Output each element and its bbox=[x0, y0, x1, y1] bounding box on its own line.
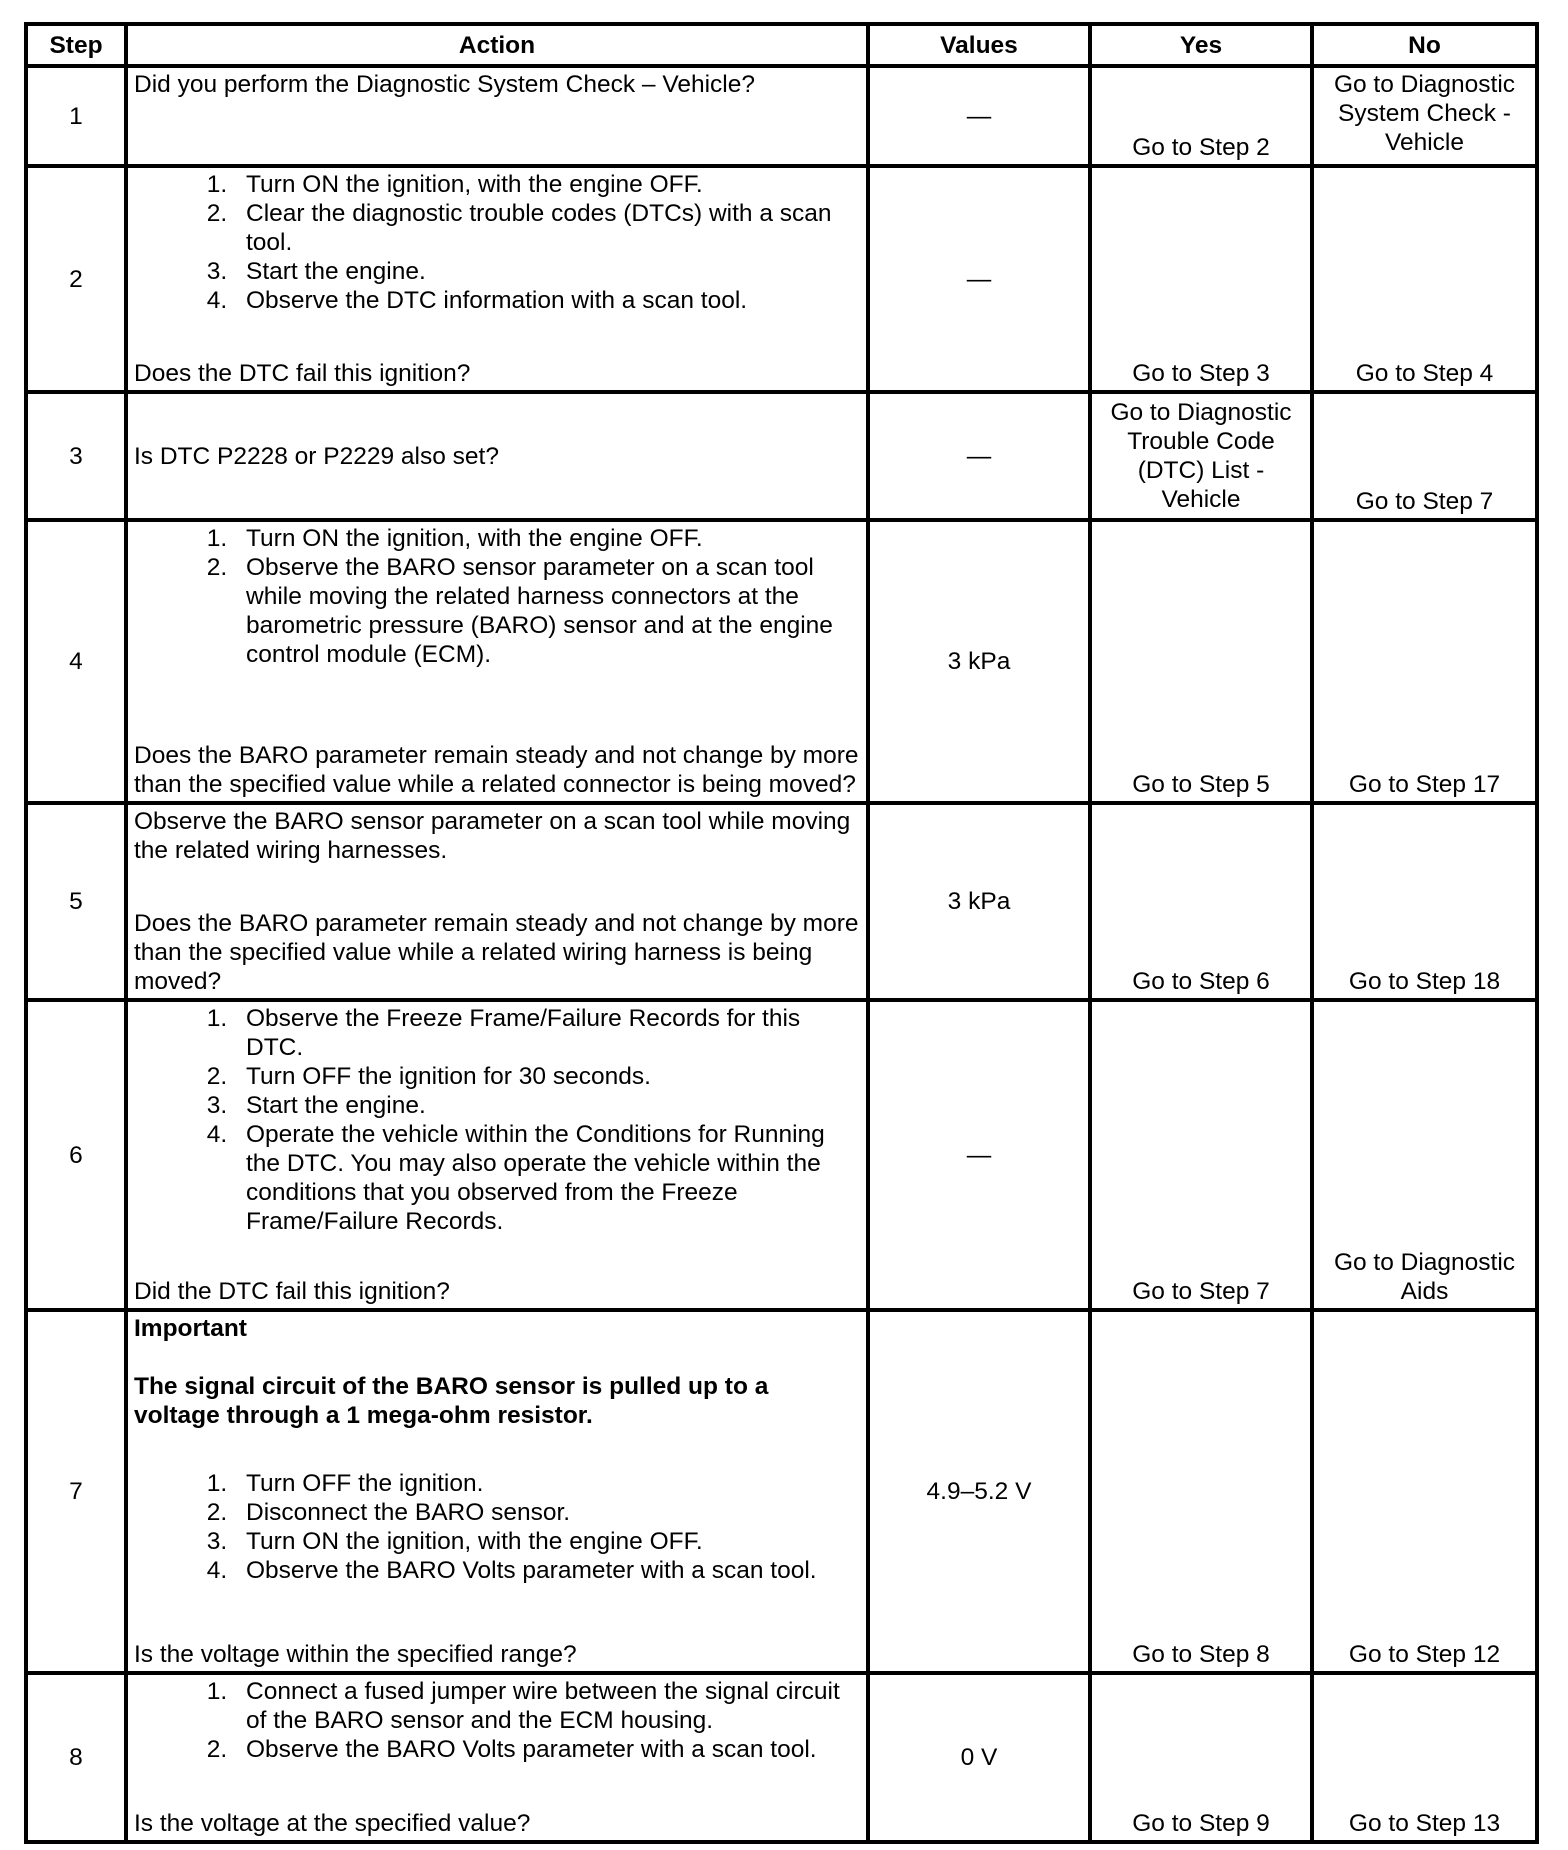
no-cell: Go to Step 4 bbox=[1312, 166, 1537, 392]
table-row bbox=[26, 392, 1537, 520]
value-cell: — bbox=[868, 1000, 1090, 1311]
header-action: Action bbox=[126, 24, 868, 66]
yes-cell: Go to Step 6 bbox=[1090, 803, 1312, 1000]
procedure-list bbox=[134, 1677, 860, 1764]
action-cell bbox=[126, 392, 868, 520]
header-values: Values bbox=[868, 24, 1090, 66]
action-question: Does the BARO parameter remain steady and not change by more than the specified value while a related wiring harness is being moved? bbox=[134, 909, 859, 995]
action-question: Is the voltage within the specified range? bbox=[134, 1641, 577, 1669]
procedure-step: 2. Observe the BARO Volts parameter with a scan tool. bbox=[234, 1735, 860, 1764]
procedure-step: 3. Start the engine. bbox=[234, 257, 860, 286]
table-row bbox=[26, 166, 1537, 392]
procedure-step: 2. Observe the BARO sensor parameter on a scan tool while moving the related harness connectors at the barometric pressure (BARO) sensor and at the engine control module (ECM). bbox=[234, 553, 860, 669]
step-number: 1 bbox=[26, 66, 126, 166]
action-cell bbox=[126, 520, 868, 803]
action-cell bbox=[126, 1000, 868, 1311]
procedure-step: 4. Observe the DTC information with a scan tool. bbox=[234, 286, 860, 315]
action-cell bbox=[126, 803, 868, 1000]
table-row bbox=[26, 803, 1537, 1000]
procedure-step: 2. Clear the diagnostic trouble codes (DTCs) with a scan tool. bbox=[234, 199, 860, 257]
procedure-list bbox=[134, 1469, 860, 1585]
procedure-list bbox=[134, 524, 860, 669]
action-question: Is DTC P2228 or P2229 also set? bbox=[134, 442, 499, 470]
yes-cell: Go to Step 2 bbox=[1090, 66, 1312, 166]
header-row bbox=[26, 24, 1537, 66]
procedure-step: 1. Connect a fused jumper wire between the signal circuit of the BARO sensor and the ECM housing. bbox=[234, 1677, 860, 1735]
value-cell: — bbox=[868, 166, 1090, 392]
procedure-list bbox=[134, 1004, 860, 1236]
yes-cell: Go to Step 5 bbox=[1090, 520, 1312, 803]
important-text: The signal circuit of the BARO sensor is pulled up to a voltage through a 1 mega-ohm resistor. bbox=[134, 1373, 769, 1430]
action-intro: Observe the BARO sensor parameter on a scan tool while moving the related wiring harnesses. bbox=[134, 808, 851, 865]
no-cell: Go to Diagnostic Aids bbox=[1312, 1000, 1537, 1311]
no-cell: Go to Step 17 bbox=[1312, 520, 1537, 803]
action-question: Does the DTC fail this ignition? bbox=[134, 359, 471, 387]
action-question: Is the voltage at the specified value? bbox=[134, 1810, 531, 1837]
table-row bbox=[26, 66, 1537, 166]
value-cell: 4.9–5.2 V bbox=[868, 1310, 1090, 1673]
procedure-step: 1. Turn ON the ignition, with the engine OFF. bbox=[234, 524, 860, 553]
value-cell: 3 kPa bbox=[868, 520, 1090, 803]
procedure-step: 4. Operate the vehicle within the Conditions for Running the DTC. You may also operate the vehicle within the conditions that you observed from the Freeze Frame/Failure Records. bbox=[234, 1120, 860, 1236]
table-row bbox=[26, 520, 1537, 803]
important-title: Important bbox=[134, 1315, 247, 1343]
header-yes: Yes bbox=[1090, 24, 1312, 66]
procedure-step: 1. Turn OFF the ignition. bbox=[234, 1469, 860, 1498]
procedure-list bbox=[134, 170, 860, 315]
table-row bbox=[26, 1310, 1537, 1673]
procedure-step: 2. Turn OFF the ignition for 30 seconds. bbox=[234, 1062, 860, 1091]
action-cell bbox=[126, 1310, 868, 1673]
procedure-step: 1. Observe the Freeze Frame/Failure Records for this DTC. bbox=[234, 1004, 860, 1062]
value-cell: 0 V bbox=[868, 1673, 1090, 1842]
diagnostic-table-sheet bbox=[24, 22, 1535, 1844]
procedure-step: 4. Observe the BARO Volts parameter with a scan tool. bbox=[234, 1556, 860, 1585]
value-cell: — bbox=[868, 392, 1090, 520]
procedure-step: 3. Start the engine. bbox=[234, 1091, 860, 1120]
value-cell: 3 kPa bbox=[868, 803, 1090, 1000]
action-question: Does the BARO parameter remain steady and not change by more than the specified value while a related connector is being moved? bbox=[134, 742, 859, 799]
action-question: Did you perform the Diagnostic System Check – Vehicle? bbox=[134, 71, 755, 98]
step-number: 4 bbox=[26, 520, 126, 803]
procedure-step: 2. Disconnect the BARO sensor. bbox=[234, 1498, 860, 1527]
yes-cell: Go to Diagnostic Trouble Code (DTC) List - Vehicle bbox=[1090, 392, 1312, 520]
no-cell: Go to Step 7 bbox=[1312, 392, 1537, 520]
procedure-step: 3. Turn ON the ignition, with the engine OFF. bbox=[234, 1527, 860, 1556]
step-number: 6 bbox=[26, 1000, 126, 1311]
no-cell: Go to Step 12 bbox=[1312, 1310, 1537, 1673]
no-cell: Go to Step 13 bbox=[1312, 1673, 1537, 1842]
step-number: 3 bbox=[26, 392, 126, 520]
step-number: 5 bbox=[26, 803, 126, 1000]
yes-cell: Go to Step 3 bbox=[1090, 166, 1312, 392]
header-step: Step bbox=[26, 24, 126, 66]
step-number: 8 bbox=[26, 1673, 126, 1842]
action-question: Did the DTC fail this ignition? bbox=[134, 1278, 450, 1306]
step-number: 2 bbox=[26, 166, 126, 392]
table-row bbox=[26, 1000, 1537, 1311]
no-cell: Go to Step 18 bbox=[1312, 803, 1537, 1000]
yes-cell: Go to Step 8 bbox=[1090, 1310, 1312, 1673]
procedure-step: 1. Turn ON the ignition, with the engine OFF. bbox=[234, 170, 860, 199]
action-cell bbox=[126, 66, 868, 166]
yes-cell: Go to Step 9 bbox=[1090, 1673, 1312, 1842]
no-cell: Go to Diagnostic System Check - Vehicle bbox=[1312, 66, 1537, 166]
yes-cell: Go to Step 7 bbox=[1090, 1000, 1312, 1311]
header-no: No bbox=[1312, 24, 1537, 66]
step-number: 7 bbox=[26, 1310, 126, 1673]
value-cell: — bbox=[868, 66, 1090, 166]
table-row bbox=[26, 1673, 1537, 1842]
diagnostic-table bbox=[24, 22, 1539, 1844]
action-cell bbox=[126, 1673, 868, 1842]
action-cell bbox=[126, 166, 868, 392]
